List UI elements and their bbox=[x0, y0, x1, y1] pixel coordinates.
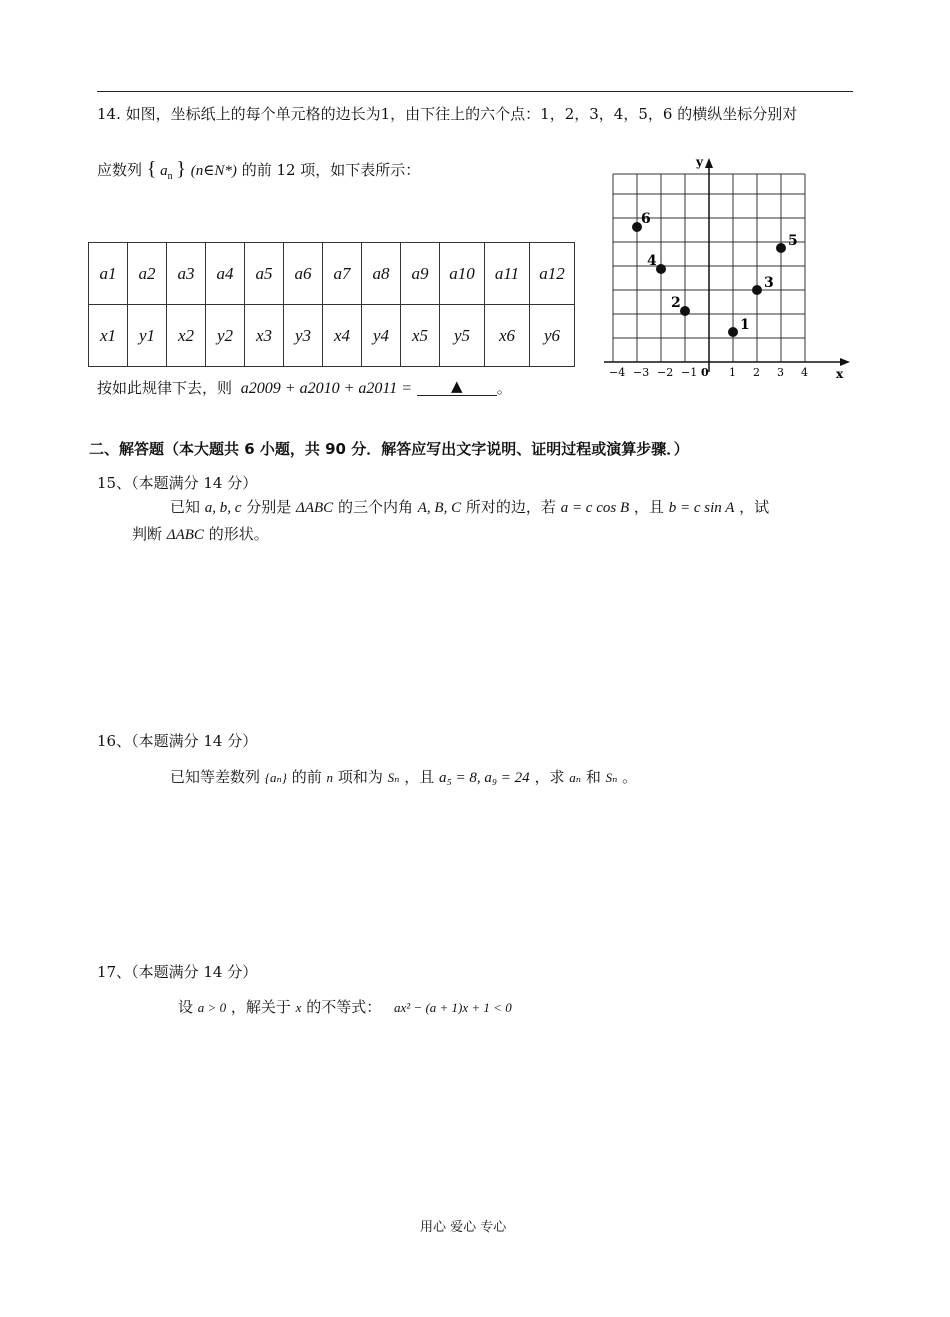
table-cell: y2 bbox=[206, 305, 245, 367]
x-tick-label: −3 bbox=[633, 366, 650, 379]
q16-text: 的前 bbox=[291, 768, 322, 786]
graph-point-label: 6 bbox=[641, 211, 651, 227]
x-tick-label: 4 bbox=[801, 366, 808, 379]
q15-text: 的形状。 bbox=[208, 525, 269, 543]
q14-line2 bbox=[97, 158, 420, 182]
q15-text: 所对的边，若 bbox=[465, 498, 556, 516]
q15-text: 已知 bbox=[170, 498, 201, 516]
q14-expr: a2009 + a2010 + a2011 = bbox=[240, 380, 412, 397]
q14-domain: (n∈N*) bbox=[190, 163, 237, 179]
graph-point bbox=[680, 306, 690, 316]
q15-math: a = c cos B bbox=[560, 500, 630, 516]
x-tick-label: −2 bbox=[657, 366, 674, 379]
table-row bbox=[89, 243, 575, 305]
graph-point-label: 4 bbox=[647, 253, 657, 269]
x-tick-label: 1 bbox=[729, 366, 736, 379]
q14-line2-suffix: 的前 12 项，如下表所示： bbox=[241, 161, 421, 179]
q15-math: a, b, c bbox=[204, 500, 242, 516]
x-tick-label: −1 bbox=[681, 366, 698, 379]
q15-header: 15、（本题满分 14 分） bbox=[97, 474, 258, 492]
x-tick-label: −4 bbox=[609, 366, 626, 379]
table-cell: a2 bbox=[128, 243, 167, 305]
x-tick-label: 0 bbox=[701, 366, 709, 379]
q17-line bbox=[178, 996, 512, 1017]
q16-math: Sₙ bbox=[387, 770, 400, 785]
table-cell: a3 bbox=[167, 243, 206, 305]
q14-follow bbox=[97, 377, 512, 398]
graph-point bbox=[776, 243, 786, 253]
table-cell: a11 bbox=[485, 243, 530, 305]
table-cell: a12 bbox=[530, 243, 575, 305]
graph-point bbox=[728, 327, 738, 337]
q17-math: x bbox=[295, 1000, 302, 1015]
x-axis-arrow-icon bbox=[840, 358, 850, 366]
q17-math: a > 0 bbox=[197, 1000, 227, 1015]
q15-math: b = c sin A bbox=[668, 500, 735, 516]
q17-text: 设 bbox=[178, 998, 194, 1016]
page-footer: 用心 爱心 专心 bbox=[420, 1220, 507, 1235]
y-axis-label: y bbox=[696, 155, 703, 169]
table-cell: y6 bbox=[530, 305, 575, 367]
header-rule bbox=[97, 91, 853, 92]
table-cell: y3 bbox=[284, 305, 323, 367]
table-row bbox=[89, 305, 575, 367]
q16-math: Sₙ bbox=[605, 770, 618, 785]
graph-points bbox=[632, 211, 798, 337]
q16-header: 16、（本题满分 14 分） bbox=[97, 732, 258, 750]
x-axis-label: x bbox=[836, 367, 844, 381]
graph-point-label: 3 bbox=[764, 275, 774, 291]
y-axis-arrow-icon bbox=[705, 158, 713, 168]
q15-text: 判断 bbox=[132, 525, 163, 543]
answer-blank-mark: ▲ bbox=[451, 377, 463, 395]
section2-title: 二、解答题（本大题共 6 小题，共 90 分．解答应写出文字说明、证明过程或演算步骤．） bbox=[89, 440, 689, 458]
q15-math: ΔABC bbox=[166, 527, 204, 543]
table-cell: a9 bbox=[401, 243, 440, 305]
q14-line1: 14. 如图，坐标纸上的每个单元格的边长为1，由下往上的六个点：1，2，3，4，5，6 的横纵坐标分别对 bbox=[97, 105, 798, 123]
q16-text: ，求 bbox=[534, 768, 565, 786]
q16-text: 和 bbox=[585, 768, 601, 786]
x-tick-labels bbox=[609, 366, 808, 379]
x-tick-label: 2 bbox=[753, 366, 760, 379]
table-cell: a6 bbox=[284, 243, 323, 305]
table-cell: a5 bbox=[245, 243, 284, 305]
q14-seq: { $a_n$ } bbox=[146, 158, 187, 182]
q16-line bbox=[170, 766, 637, 787]
table-cell: x4 bbox=[323, 305, 362, 367]
q15-line2 bbox=[132, 523, 269, 544]
graph-point bbox=[752, 285, 762, 295]
table-cell: y5 bbox=[440, 305, 485, 367]
table-cell: x2 bbox=[167, 305, 206, 367]
table-cell: y1 bbox=[128, 305, 167, 367]
q15-text: 的三个内角 bbox=[337, 498, 413, 516]
q15-text: ，试 bbox=[739, 498, 770, 516]
q15-math: ΔABC bbox=[296, 500, 334, 516]
q17-text: ，解关于 bbox=[230, 998, 291, 1016]
graph-point-label: 2 bbox=[671, 295, 681, 311]
q15-text: ，且 bbox=[633, 498, 664, 516]
q17-header: 17、（本题满分 14 分） bbox=[97, 963, 258, 981]
table-cell: x6 bbox=[485, 305, 530, 367]
q15-line1 bbox=[170, 496, 769, 517]
answer-blank[interactable] bbox=[417, 377, 497, 396]
q16-text: 已知等差数列 bbox=[170, 768, 261, 786]
q16-text: 。 bbox=[622, 768, 638, 786]
q14-end-mark: 。 bbox=[496, 379, 512, 397]
q17-math: ax² − (a + 1)x + 1 < 0 bbox=[394, 1000, 512, 1015]
q15-math: A, B, C bbox=[417, 500, 462, 516]
q15-text: 分别是 bbox=[246, 498, 292, 516]
x-tick-label: 3 bbox=[777, 366, 784, 379]
q17-text: 的不等式： bbox=[306, 998, 382, 1016]
sequence-table bbox=[88, 242, 575, 367]
q14-line2-prefix: 应数列 bbox=[97, 161, 143, 179]
table-cell: y4 bbox=[362, 305, 401, 367]
table-cell: x3 bbox=[245, 305, 284, 367]
table-cell: a10 bbox=[440, 243, 485, 305]
table-cell: a4 bbox=[206, 243, 245, 305]
coordinate-graph bbox=[600, 150, 860, 385]
q16-math: aₙ bbox=[569, 770, 582, 785]
graph-point-label: 1 bbox=[740, 317, 750, 333]
q16-math: {aₙ} bbox=[264, 770, 287, 785]
table-cell: x5 bbox=[401, 305, 440, 367]
q16-math: a₅ = 8, a₉ = 24 bbox=[438, 770, 530, 786]
q14-follow-text: 按如此规律下去，则 bbox=[97, 379, 233, 397]
table-cell: a7 bbox=[323, 243, 362, 305]
table-cell: a8 bbox=[362, 243, 401, 305]
table-cell: x1 bbox=[89, 305, 128, 367]
graph-point bbox=[656, 264, 666, 274]
q16-text: 项和为 bbox=[337, 768, 383, 786]
table-cell: a1 bbox=[89, 243, 128, 305]
graph-point-label: 5 bbox=[788, 233, 798, 249]
q16-math: n bbox=[326, 770, 334, 785]
q16-text: ，且 bbox=[404, 768, 435, 786]
